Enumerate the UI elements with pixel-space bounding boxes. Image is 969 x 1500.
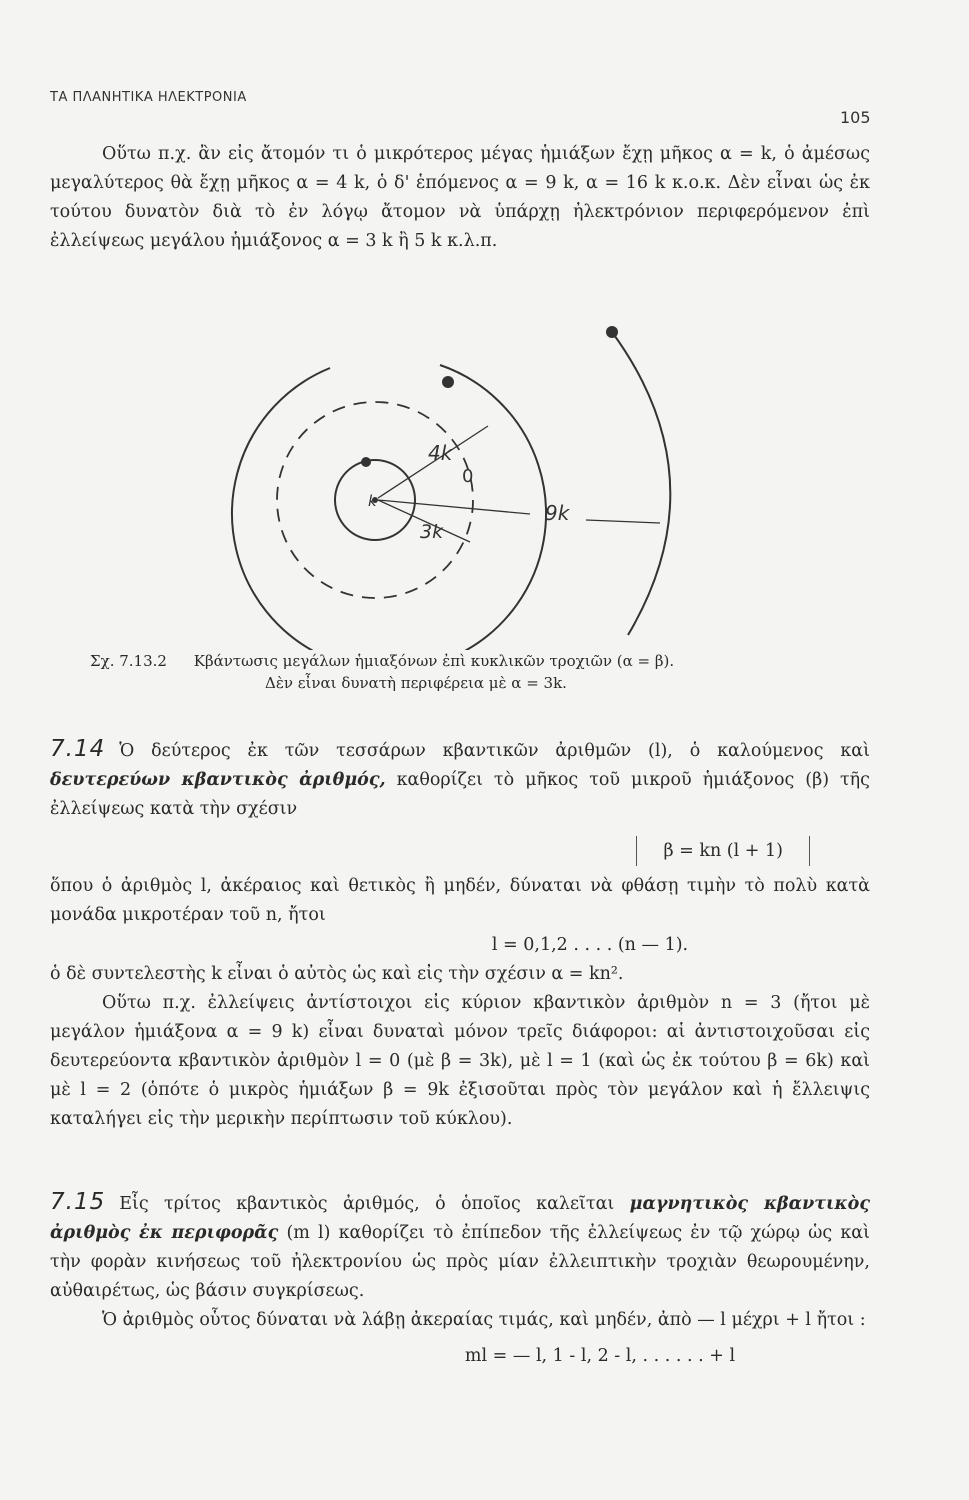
equation-l-values: l = 0,1,2 . . . . (n — 1). (491, 935, 689, 955)
label-zero: 0 (462, 466, 474, 487)
section-7-14-number: 7.14 (50, 736, 106, 762)
label-3k: 3k (420, 521, 444, 543)
label-4k: 4k (428, 441, 453, 465)
section-7-14-text-d: ὁ δὲ συντελεστὴς k εἶναι ὁ αὐτὸς ὡς καὶ εἰς τὴν σχέσιν α = kn². (50, 964, 624, 984)
section-7-14-text-a: Ὁ δεύτερος ἐκ τῶν τεσσάρων κβαντικῶν ἀριθμῶν (l), ὁ καλούμενος καὶ (119, 741, 870, 761)
section-7-15-paragraph (50, 1188, 870, 1306)
section-7-15-number: 7.15 (50, 1189, 106, 1215)
section-7-14 (50, 735, 870, 1134)
orbit-4k-circle (232, 365, 546, 650)
page-number: 105 (840, 108, 871, 127)
orbit-diagram (0, 310, 969, 650)
orbit-9k-arc (612, 332, 670, 635)
electron-4k (442, 376, 454, 388)
electron-9k (606, 326, 618, 338)
section-7-14-term: δευτερεύων κβαντικὸς ἀριθμός, (50, 770, 386, 790)
equation-beta-box: β = kn (l + 1) (636, 836, 810, 866)
section-7-15-text-c: Ὁ ἀριθμὸς οὗτος δύναται νὰ λάβῃ ἀκεραίας τιμάς, καὶ μηδέν, ἀπὸ — l μέχρι + l ἤτοι : (102, 1310, 866, 1330)
running-header: ΤΑ ΠΛΑΝΗΤΙΚΑ ΗΛΕΚΤΡΟΝΙΑ (50, 90, 247, 105)
section-7-15-text-b: (m l) καθορίζει τὸ ἐπίπεδον τῆς ἐλλείψεως ἐν τῷ χώρῳ ὡς καὶ τὴν φορὰν κινήσεως τοῦ ἠλεκτρονίου ὡς πρὸς μίαν ἐλλειπτικὴν τροχιὰν θεωρουμένην, αὐθαιρέτως, ὡς βάσιν συγκρίσεως. (50, 1223, 870, 1301)
label-nucleus-k: k (368, 492, 377, 510)
caption-label: Σχ. 7.13.2 (90, 652, 167, 670)
electron-k (361, 457, 371, 467)
figure-caption (90, 650, 870, 694)
section-7-15-term: μαγνητικὸς κβαντικὸς ἀριθμὸς ἐκ περιφορᾶς (50, 1194, 870, 1243)
radius-9k-line-a (378, 500, 530, 514)
equation-ml: ml = — l, 1 - l, 2 - l, . . . . . . + l (464, 1346, 736, 1366)
section-7-14-text-b: καθορίζει τὸ μῆκος τοῦ μικροῦ ἡμιάξονος (β) τῆς ἐλλείψεως κατὰ τὴν σχέσιν (50, 770, 870, 819)
intro-block (50, 140, 870, 256)
intro-paragraph: Οὕτω π.χ. ἂν εἰς ἄτομόν τι ὁ μικρότερος μέγας ἡμιάξων ἔχῃ μῆκος α = k, ὁ ἀμέσως μεγαλύτερος θὰ ἔχῃ μῆκος α = 4 k, ὁ δ' ἑπόμενος α = 9 k, α = 16 k κ.ο.κ. Δὲν εἶναι ὡς ἐκ τούτου δυνατὸν διὰ τὸ ἐν λόγῳ ἄτομον νὰ ὑπάρχῃ ἠλεκτρόνιον περιφερόμενον ἐπὶ ἐλλείψεως μεγάλου ἡμιάξονος α = 3 k ἢ 5 k κ.λ.π. (50, 144, 870, 251)
equation-beta (50, 836, 870, 866)
caption-line1: Κβάντωσις μεγάλων ἡμιαξόνων ἐπὶ κυκλικῶν τροχιῶν (α = β). (193, 652, 675, 670)
section-7-14-example: Οὕτω π.χ. ἐλλείψεις ἀντίστοιχοι εἰς κύριον κβαντικὸν ἀριθμὸν n = 3 (ἤτοι μὲ μεγάλον ἡμιάξονα α = 9 k) εἶναι δυναταὶ μόνον τρεῖς διάφοροι: αἱ ἀντιστοιχοῦσαι εἰς δευτερεύοντα κβαντικὸν ἀριθμὸν l = 0 (μὲ β = 3k), μὲ l = 1 (καὶ ὡς ἐκ τούτου β = 6k) καὶ μὲ l = 2 (ὁπότε ὁ μικρὸς ἡμιάξων β = 9k ἐξισοῦται πρὸς τὸν μεγάλον καὶ ἡ ἔλλειψις καταλήγει εἰς τὴν μερικὴν περίπτωσιν τοῦ κύκλου). (50, 993, 870, 1129)
section-7-15 (50, 1188, 870, 1371)
section-7-15-text-a: Εἷς τρίτος κβαντικὸς ἀριθμός, ὁ ὁποῖος καλεῖται (119, 1194, 615, 1214)
radius-9k-line-b (586, 520, 660, 523)
caption-line2: Δὲν εἶναι δυνατὴ περιφέρεια μὲ α = 3k. (265, 674, 567, 692)
section-7-14-paragraph (50, 735, 870, 824)
label-9k: 9k (545, 501, 570, 525)
section-7-14-text-c: ὅπου ὁ ἀριθμὸς l, ἀκέραιος καὶ θετικὸς ἢ μηδέν, δύναται νὰ φθάσῃ τιμὴν τὸ πολὺ κατὰ μονάδα μικροτέραν τοῦ n, ἤτοι (50, 876, 870, 925)
